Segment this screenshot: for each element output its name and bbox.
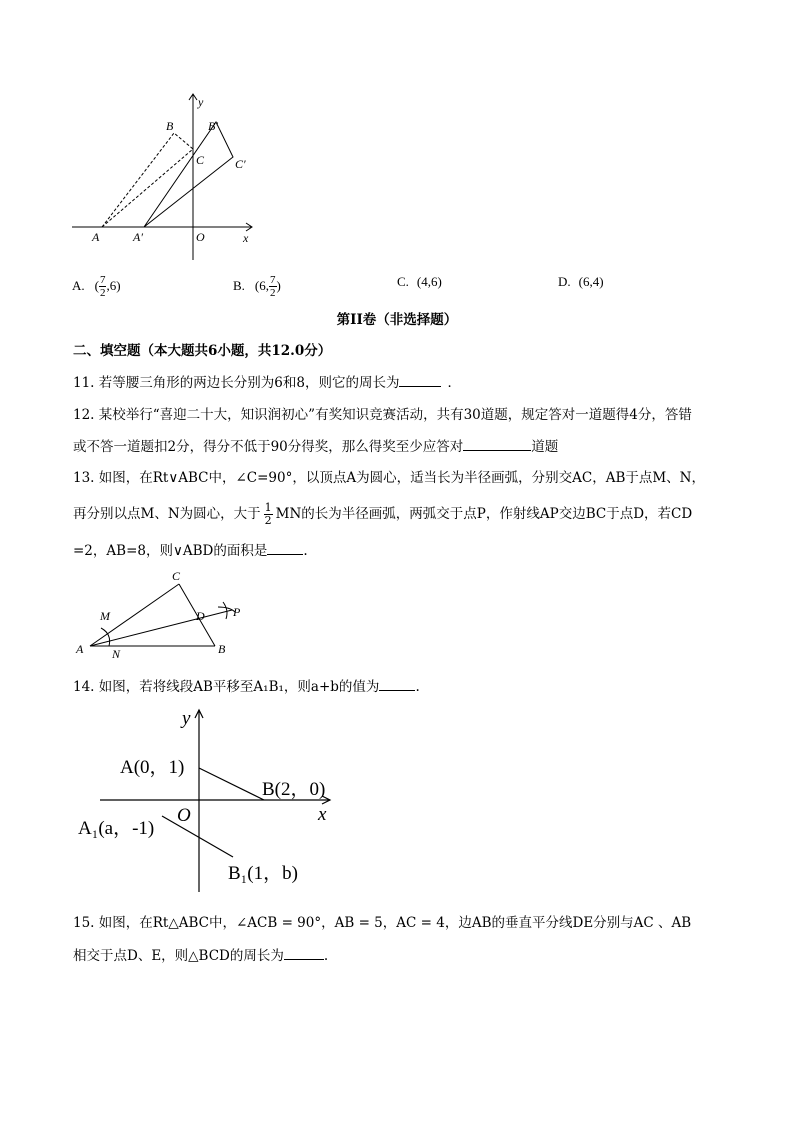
question-13-line3	[73, 540, 308, 561]
fig3-label-x: x	[318, 804, 327, 825]
q15-answer-blank[interactable]	[284, 945, 324, 960]
q14-answer-blank[interactable]	[379, 676, 415, 691]
fig3-label-B: B(2，0)	[262, 779, 326, 800]
fig3-label-B1: B₁(1，b)	[228, 863, 298, 884]
q13-frac-den: 2	[264, 513, 272, 527]
choice-a-frac-den: 2	[99, 286, 106, 299]
q13-line2a: 再分别以点M、N为圆心，大于	[73, 506, 261, 522]
q14-end: .	[415, 679, 420, 695]
fig3-label-O: O	[177, 805, 191, 826]
fig3-label-y: y	[182, 708, 191, 729]
q12-line2b: 道题	[531, 439, 559, 455]
q12-answer-blank[interactable]	[463, 436, 531, 451]
label-C: C	[196, 153, 205, 167]
figure-rotation	[66, 88, 266, 268]
q12-line2a: 或不答一道题扣2分，得分不低于90分得奖，那么得奖至少应答对	[73, 439, 464, 455]
fig2-label-A: A	[76, 642, 84, 656]
q13-answer-blank[interactable]	[267, 540, 303, 555]
choice-d[interactable]	[558, 271, 604, 293]
choice-b-frac-num: 7	[270, 273, 276, 286]
arc-P-1	[223, 602, 227, 619]
choice-c-letter: C.	[397, 274, 409, 289]
fig2-label-C: C	[172, 569, 181, 583]
label-x: x	[243, 231, 249, 245]
choice-b-close: )	[276, 278, 281, 293]
triangle-A-prime-B-prime-C-prime	[144, 122, 233, 227]
choice-c[interactable]	[397, 271, 442, 293]
q15-line2b: .	[323, 948, 329, 964]
fig2-label-P: P	[233, 605, 241, 619]
choice-a[interactable]	[72, 271, 121, 301]
choice-b-letter: B.	[233, 278, 245, 293]
choice-b-head: (6,	[254, 278, 270, 293]
q14-text: 14. 如图，若将线段AB平移至A₁B₁，则a+b的值为	[73, 679, 380, 695]
choice-b-frac-den: 2	[270, 286, 276, 299]
label-B: B	[166, 119, 174, 133]
question-15-line1: 15. 如图，在Rt△ABC中，∠ACB = 90°，AB = 5，AC = 4，边AB的垂直平分线DE分别与AC 、AB	[73, 915, 692, 931]
label-O: O	[196, 230, 205, 244]
segment-AB	[199, 768, 264, 800]
choice-d-letter: D.	[558, 274, 571, 289]
label-y: y	[198, 95, 204, 109]
question-12-line2	[73, 436, 558, 457]
section2-heading: 二、填空题（本大题共6小题，共12.0分）	[73, 343, 332, 359]
dashed-AC	[102, 149, 193, 227]
question-14	[73, 676, 420, 697]
question-13-line1: 13. 如图，在Rt∨ABC中，∠C=90°，以顶点A为圆心，适当长为半径画弧，分别交AC，AB于点M、N，	[73, 470, 705, 486]
q11-end: ．	[447, 375, 461, 391]
label-A-prime: A′	[133, 230, 143, 244]
choice-a-tail: ,6)	[106, 278, 121, 293]
dashed-AB-BC	[102, 133, 193, 227]
label-B-prime: B′	[208, 119, 218, 133]
q11-text: 11. 若等腰三角形的两边长分别为6和8，则它的周长为	[73, 375, 400, 391]
choice-a-frac-num: 7	[99, 273, 106, 286]
choice-b[interactable]	[233, 271, 281, 301]
q11-answer-blank[interactable]	[399, 372, 441, 387]
fig2-label-B: B	[218, 642, 226, 656]
question-13-line2	[73, 500, 692, 528]
fig3-label-A1: A₁(a，-1)	[78, 818, 155, 839]
q15-line2a: 相交于点D、E，则△BCD的周长为	[73, 948, 284, 964]
figure-angle-bisector	[72, 566, 252, 666]
question-15-line2	[73, 945, 328, 966]
segment-A1B1	[162, 816, 233, 857]
ray-AP	[90, 610, 232, 646]
fig2-label-D: D	[196, 609, 205, 623]
fig3-label-A: A(0，1)	[120, 757, 185, 778]
fig2-label-N: N	[112, 647, 121, 661]
question-12-line1: 12. 某校举行“喜迎二十大，知识润初心”有奖知识竞赛活动，共有30道题，规定答对一道题得4分，答错	[73, 407, 692, 423]
question-11	[73, 372, 461, 393]
label-C-prime: C′	[235, 157, 246, 171]
q13-line3a: =2，AB=8，则∨ABD的面积是	[73, 543, 268, 559]
fig2-label-M: M	[100, 609, 110, 623]
choice-c-value: (4,6)	[416, 274, 442, 289]
q13-line3b: .	[303, 543, 308, 559]
choice-a-open: (	[94, 278, 99, 293]
figure-translation	[72, 702, 352, 897]
label-A: A	[92, 230, 100, 244]
q13-line2b: MN的长为半径画弧，两弧交于点P，作射线AP交边BC于点D，若CD	[275, 506, 693, 522]
section-title: 第II卷（非选择题）	[336, 312, 458, 328]
choice-d-value: (6,4)	[578, 274, 604, 289]
choice-a-letter: A.	[72, 278, 85, 293]
q13-frac-num: 1	[264, 500, 272, 514]
